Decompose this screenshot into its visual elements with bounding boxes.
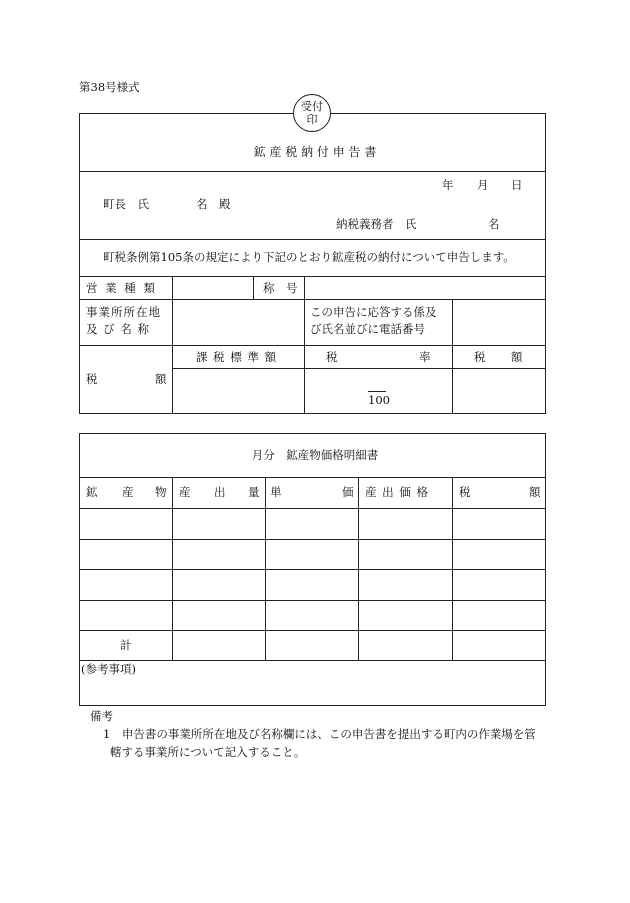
header-mineral-b: 産 [122,485,134,499]
header-mineral-a: 鉱 [86,485,98,499]
remarks-item-1-line-1: 1 申告書の事業所所在地及び名称欄には、この申告書を提出する町内の作業場を管 [103,727,536,741]
office-label-2: 及 び 名 称 [86,322,150,336]
form-number: 第38号様式 [79,80,140,94]
trade-name-label: 称 号 [263,281,298,295]
detail-title: 月分 鉱産物価格明細書 [251,448,379,462]
tax-rate-header-b: 率 [419,350,431,364]
header-tax-b: 額 [529,485,541,499]
remarks-item-1-line-2: 轄する事業所について記入すること。 [110,745,306,759]
remarks-heading: 備考 [90,709,113,723]
tax-label-a: 税 [86,372,98,386]
date-day: 日 [511,178,523,192]
addressee-suffix: 名 殿 [196,197,231,211]
rate-fraction-bar [368,391,386,392]
header-output-b: 出 [214,485,226,499]
contact-label-2: び氏名並びに電話番号 [310,322,425,336]
reception-stamp: 受付 印 [293,94,331,132]
addressee-label: 町長 氏 [103,197,149,211]
total-label: 計 [120,638,132,652]
tax-amount-header-a: 税 [474,350,486,364]
header-output-value: 産 出 価 格 [365,485,429,499]
date-month: 月 [477,178,489,192]
rate-denominator: 100 [368,393,390,407]
tax-amount-header-b: 額 [511,350,523,364]
tax-label-b: 額 [155,372,167,386]
header-unit-price-b: 価 [342,485,354,499]
office-label-1: 事業所所在地 [86,305,161,319]
taxpayer-name-suffix: 名 [488,217,500,231]
header-output-c: 量 [248,485,260,499]
header-tax-a: 税 [459,485,471,499]
header-mineral-c: 物 [155,485,167,499]
declaration-text: 町税条例第105条の規定により下記のとおり鉱産税の納付について申告します。 [103,250,515,264]
form-title: 鉱 産 税 納 付 申 告 書 [253,145,377,159]
date-year: 年 [442,178,454,192]
contact-label-1: この申告に応答する係及 [310,305,437,319]
taxpayer-label: 納税義務者 氏 [336,217,417,231]
header-output-a: 産 [179,485,191,499]
business-type-label: 営 業 種 類 [86,281,157,295]
tax-rate-header-a: 税 [326,350,338,364]
notes-label: (参考事項) [81,662,136,676]
header-unit-price-a: 単 [270,485,282,499]
tax-base-header: 課 税 標 準 額 [196,350,278,364]
